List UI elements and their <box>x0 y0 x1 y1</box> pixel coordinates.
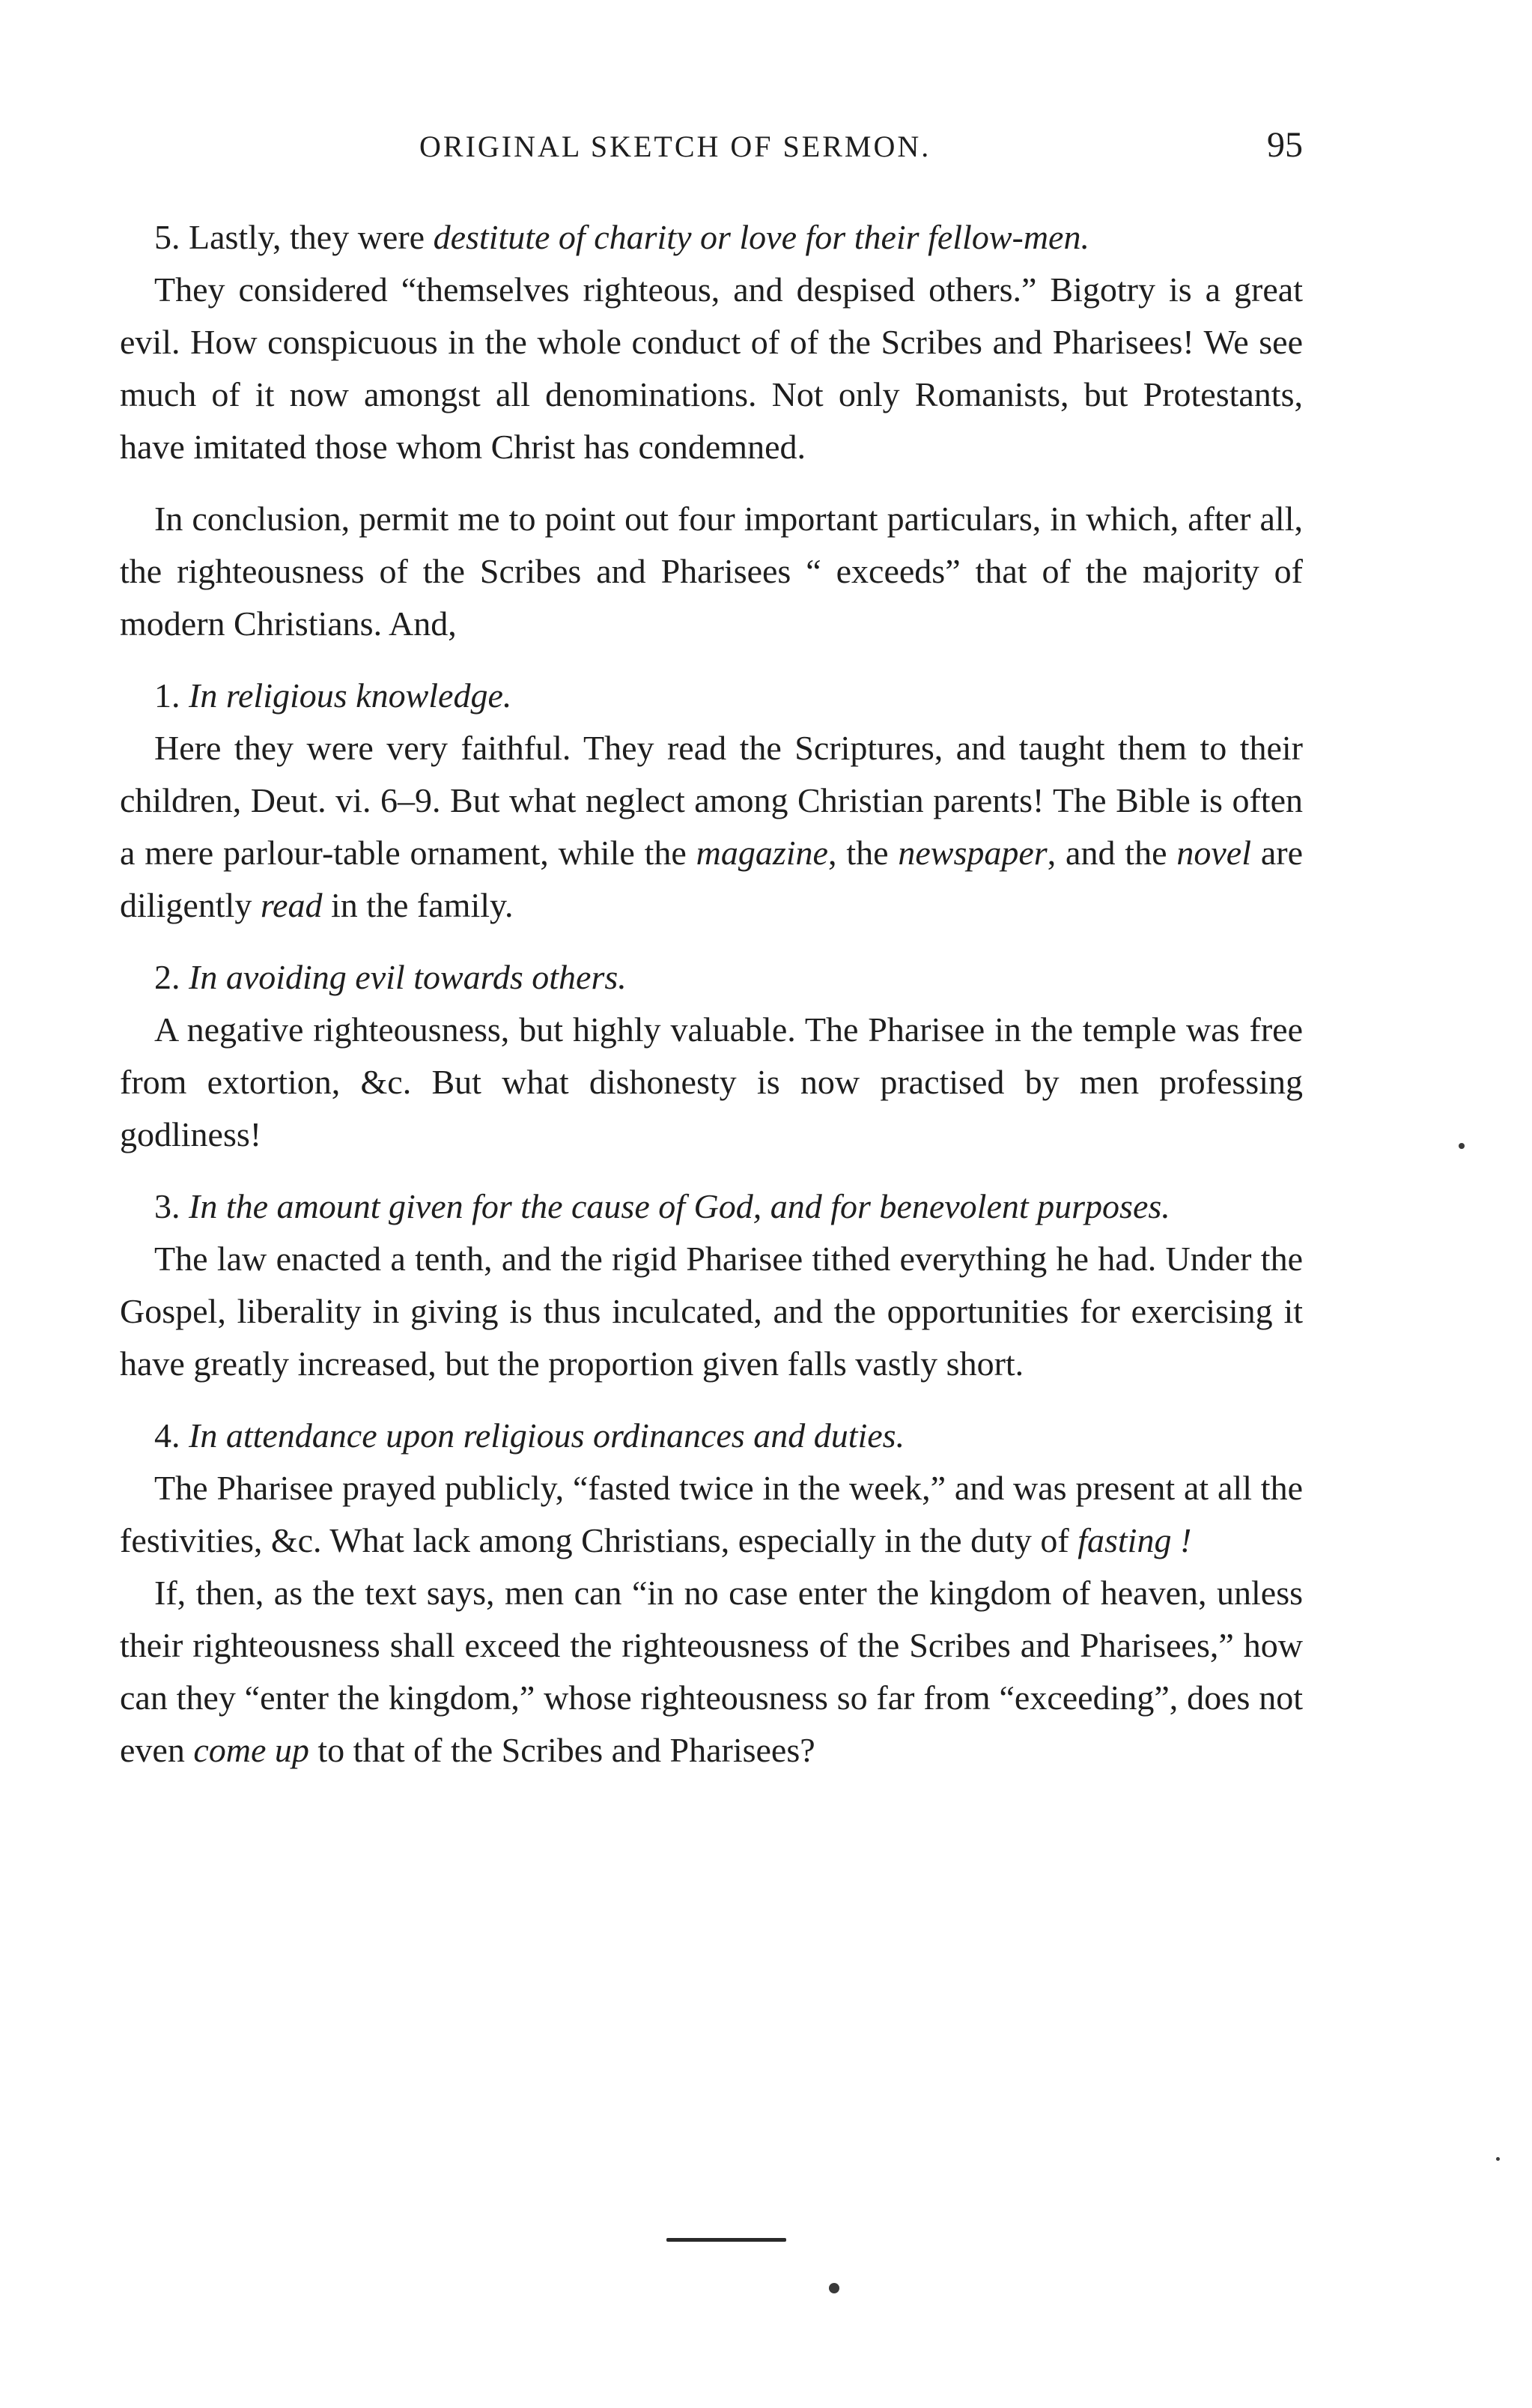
closing-text-1: If, then, as the text says, men can “in no case enter the kingdom of heaven, unless their righteousness shall exceed the righteousness of the Scribes and Pharisees,” how can they “enter the kingdom,” whose righteousness so far from “exceeding”, does not even <box>120 1574 1303 1769</box>
point-1-em-novel: novel <box>1176 834 1251 872</box>
end-rule-divider <box>666 2238 786 2242</box>
section-5-italic: destitute of charity or love for their fellow-men. <box>433 218 1089 256</box>
point-2-number: 2. <box>154 958 180 996</box>
conclusion-paragraph: In conclusion, permit me to point out four important particulars, in which, after all, the righteousness of the Scribes and Pharisees “ exceeds” that of the majority of modern Christians. And, <box>120 500 1303 643</box>
point-3-heading <box>120 1180 1303 1233</box>
ink-speck-bottom <box>829 2283 839 2293</box>
point-2-body: A negative righteousness, but highly valuable. The Pharisee in the temple was free from extortion, &c. But what dishonesty is now practised by men professing godliness! <box>120 1010 1303 1153</box>
point-1-body <box>120 722 1303 932</box>
section-5-heading <box>120 211 1303 264</box>
point-1-title: In religious knowledge. <box>189 676 512 715</box>
point-4-text-1: The Pharisee prayed publicly, “fasted twice in the week,” and was present at all the festivities, &c. What lack among Christians, especially in the duty of <box>120 1469 1303 1559</box>
point-4-em-fasting: fasting ! <box>1077 1521 1192 1559</box>
ink-speck-corner <box>1496 2157 1500 2161</box>
point-1-text-3: , and the <box>1047 834 1177 872</box>
point-4-number: 4. <box>154 1416 180 1455</box>
section-5-body: They considered “themselves righteous, and despised others.” Bigotry is a great evil. How conspicuous in the whole conduct of of the Scribes and Pharisees! We see much of it now amongst all denominations. Not only Romanists, but Protestants, have imitated those whom Christ has condemned. <box>120 270 1303 466</box>
point-4-body <box>120 1462 1303 1567</box>
point-1-text-4: are diligently <box>120 834 1303 924</box>
point-3-title: In the amount given for the cause of God, and for benevolent purposes. <box>189 1187 1170 1225</box>
point-3-body: The law enacted a tenth, and the rigid Pharisee tithed everything he had. Under the Gospel, liberality in giving is thus inculcated, and the opportunities for exercising it have greatly increased, but the proportion given falls vastly short. <box>120 1240 1303 1383</box>
running-title: ORIGINAL SKETCH OF SERMON. <box>419 130 931 163</box>
point-1-em-newspaper: newspaper <box>898 834 1048 872</box>
point-1-em-read: read <box>260 886 323 924</box>
point-1-text-1: Here they were very faithful. They read the Scriptures, and taught them to their children, Deut. vi. 6–9. But what neglect among Christian parents! The Bible is often a mere parlour-table ornament, while the <box>120 729 1303 872</box>
running-head <box>120 125 1303 181</box>
closing-text-2: to that of the Scribes and Pharisees? <box>308 1731 815 1769</box>
point-1-number: 1. <box>154 676 180 715</box>
point-3-number: 3. <box>154 1187 180 1225</box>
page-number: 95 <box>1267 125 1303 165</box>
point-1-text-5: in the family. <box>322 886 514 924</box>
point-4-title: In attendance upon religious ordinances and duties. <box>189 1416 905 1455</box>
point-2-heading <box>120 951 1303 1004</box>
section-5-lead: 5. Lastly, they were <box>154 218 434 256</box>
closing-em-come-up: come up <box>193 1731 309 1769</box>
closing-paragraph <box>120 1567 1303 1777</box>
point-2-title: In avoiding evil towards others. <box>189 958 627 996</box>
point-1-heading <box>120 670 1303 722</box>
page-body <box>120 211 1303 1777</box>
point-1-text-2: , the <box>827 834 899 872</box>
point-1-em-magazine: magazine <box>696 834 828 872</box>
point-4-heading <box>120 1410 1303 1462</box>
ink-speck-right <box>1459 1143 1465 1149</box>
